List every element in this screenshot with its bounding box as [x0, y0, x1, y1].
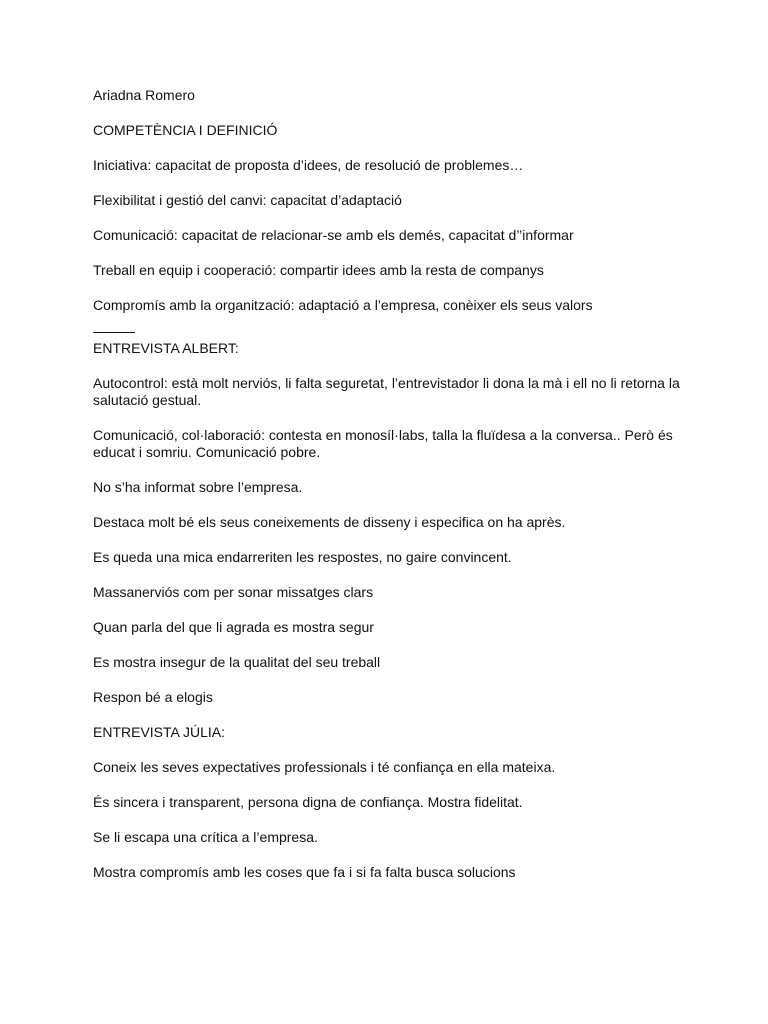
albert-observation: Massanerviós com per sonar missatges clars: [93, 584, 374, 600]
albert-observation: No s’ha informat sobre l’empresa.: [93, 479, 303, 495]
document-body: [93, 87, 683, 899]
competence-item: Treball en equip i cooperació: compartir idees amb la resta de companys: [93, 262, 544, 278]
albert-observation: Quan parla del que li agrada es mostra segur: [93, 619, 374, 635]
competence-item: Comunicació: capacitat de relacionar-se amb els demés, capacitat d’’informar: [93, 227, 574, 243]
albert-observation: Comunicació, col·laboració: contesta en monosíl·labs, talla la fluïdesa a la conversa.. Però és educat i somriu. Comunicació pobre.: [93, 427, 673, 460]
julia-observation: Coneix les seves expectatives professionals i té confiança en ella mateixa.: [93, 759, 556, 775]
albert-observation: Autocontrol: està molt nerviós, li falta seguretat, l’entrevistador li dona la mà i ell no li retorna la salutació gestual.: [93, 375, 680, 408]
albert-observation: Es mostra insegur de la qualitat del seu treball: [93, 654, 381, 670]
author-name: Ariadna Romero: [93, 87, 195, 103]
competence-item: Iniciativa: capacitat de proposta d’idees, de resolució de problemes…: [93, 157, 524, 173]
albert-observation: Es queda una mica endarreriten les respostes, no gaire convincent.: [93, 549, 512, 565]
albert-observation: Respon bé a elogis: [93, 689, 213, 705]
julia-observation: Se li escapa una crítica a l’empresa.: [93, 829, 318, 845]
julia-observation: Mostra compromís amb les coses que fa i si fa falta busca solucions: [93, 864, 516, 880]
julia-interview-heading: ENTREVISTA JÚLIA:: [93, 724, 225, 740]
albert-observation: Destaca molt bé els seus coneixements de disseny i especifica on ha après.: [93, 514, 566, 530]
competence-item: Flexibilitat i gestió del canvi: capacitat d’adaptació: [93, 192, 402, 208]
competences-heading: COMPETÈNCIA I DEFINICIÓ: [93, 122, 278, 138]
albert-interview-heading: ENTREVISTA ALBERT:: [93, 340, 239, 356]
julia-observation: És sincera i transparent, persona digna de confiança. Mostra fidelitat.: [93, 794, 523, 810]
section-divider: [93, 332, 135, 333]
competence-item: Compromís amb la organització: adaptació a l’empresa, conèixer els seus valors: [93, 297, 593, 313]
